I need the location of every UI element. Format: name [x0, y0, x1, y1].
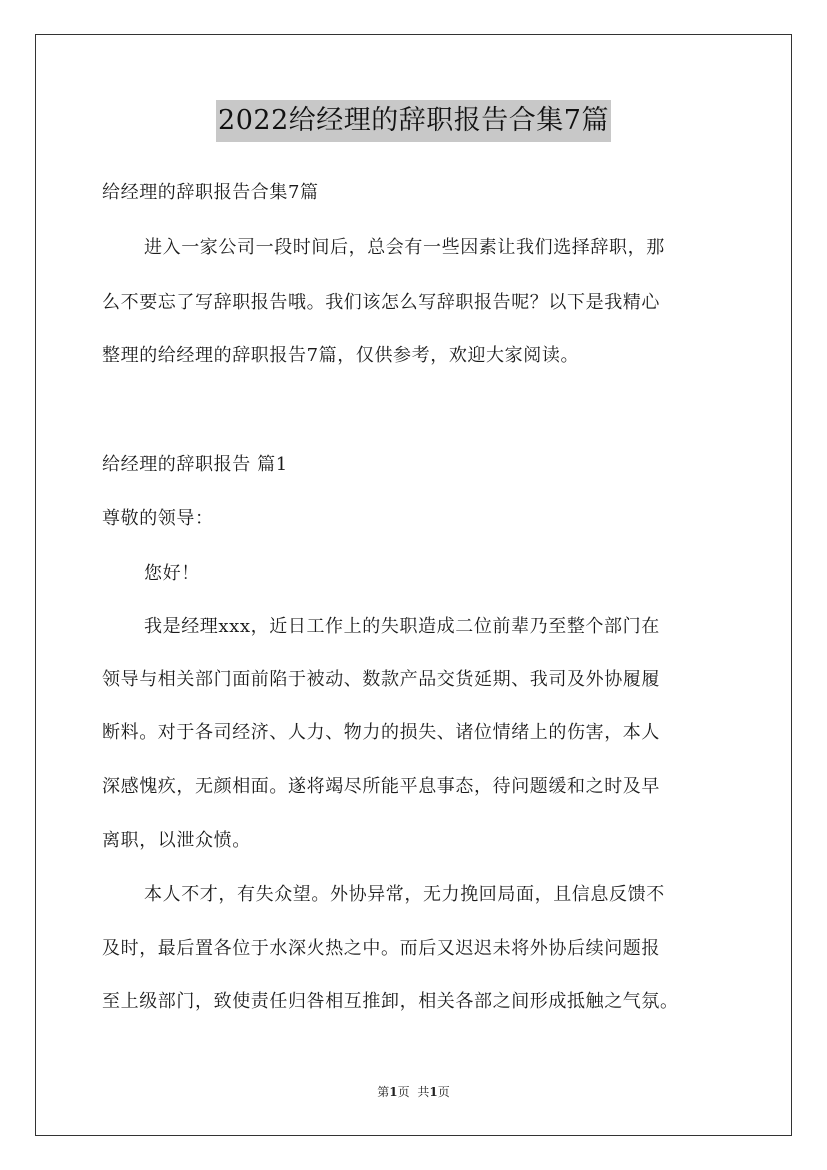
page-number: 1 — [389, 1085, 398, 1099]
section-heading: 给经理的辞职报告 篇1 — [102, 454, 288, 475]
intro-line: 整理的给经理的辞职报告7篇，仅供参考，欢迎大家阅读。 — [102, 345, 580, 366]
page-footer — [0, 1084, 827, 1100]
total-suffix: 页 — [437, 1085, 450, 1099]
salutation: 尊敬的领导： — [102, 508, 214, 529]
greeting: 您好！ — [144, 563, 200, 584]
paragraph-line: 领导与相关部门面前陷于被动、数款产品交货延期、我司及外协履履 — [102, 669, 660, 690]
paragraph-line: 离职，以泄众愤。 — [102, 830, 251, 851]
title-container — [0, 100, 827, 142]
paragraph-line: 深感愧疚，无颜相面。遂将竭尽所能平息事态，待问题缓和之时及早 — [102, 776, 660, 797]
paragraph-line: 本人不才，有失众望。外协异常，无力挽回局面，且信息反馈不 — [144, 884, 665, 905]
paragraph-line: 我是经理xxx，近日工作上的失职造成二位前辈乃至整个部门在 — [144, 616, 660, 637]
intro-line: 进入一家公司一段时间后，总会有一些因素让我们选择辞职，那 — [144, 237, 665, 258]
paragraph-line: 至上级部门，致使责任归咎相互推卸，相关各部之间形成抵触之气氛。 — [102, 991, 679, 1012]
document-subtitle: 给经理的辞职报告合集7篇 — [102, 182, 319, 203]
page-suffix: 页 — [397, 1085, 410, 1099]
paragraph-line: 断料。对于各司经济、人力、物力的损失、诸位情绪上的伤害，本人 — [102, 722, 660, 743]
total-pages: 1 — [429, 1085, 438, 1099]
intro-line: 么不要忘了写辞职报告哦。我们该怎么写辞职报告呢？以下是我精心 — [102, 292, 660, 313]
total-prefix: 共 — [417, 1085, 430, 1099]
document-title: 2022给经理的辞职报告合集7篇 — [216, 100, 611, 142]
page-prefix: 第 — [377, 1085, 390, 1099]
paragraph-line: 及时，最后置各位于水深火热之中。而后又迟迟未将外协后续问题报 — [102, 938, 660, 959]
